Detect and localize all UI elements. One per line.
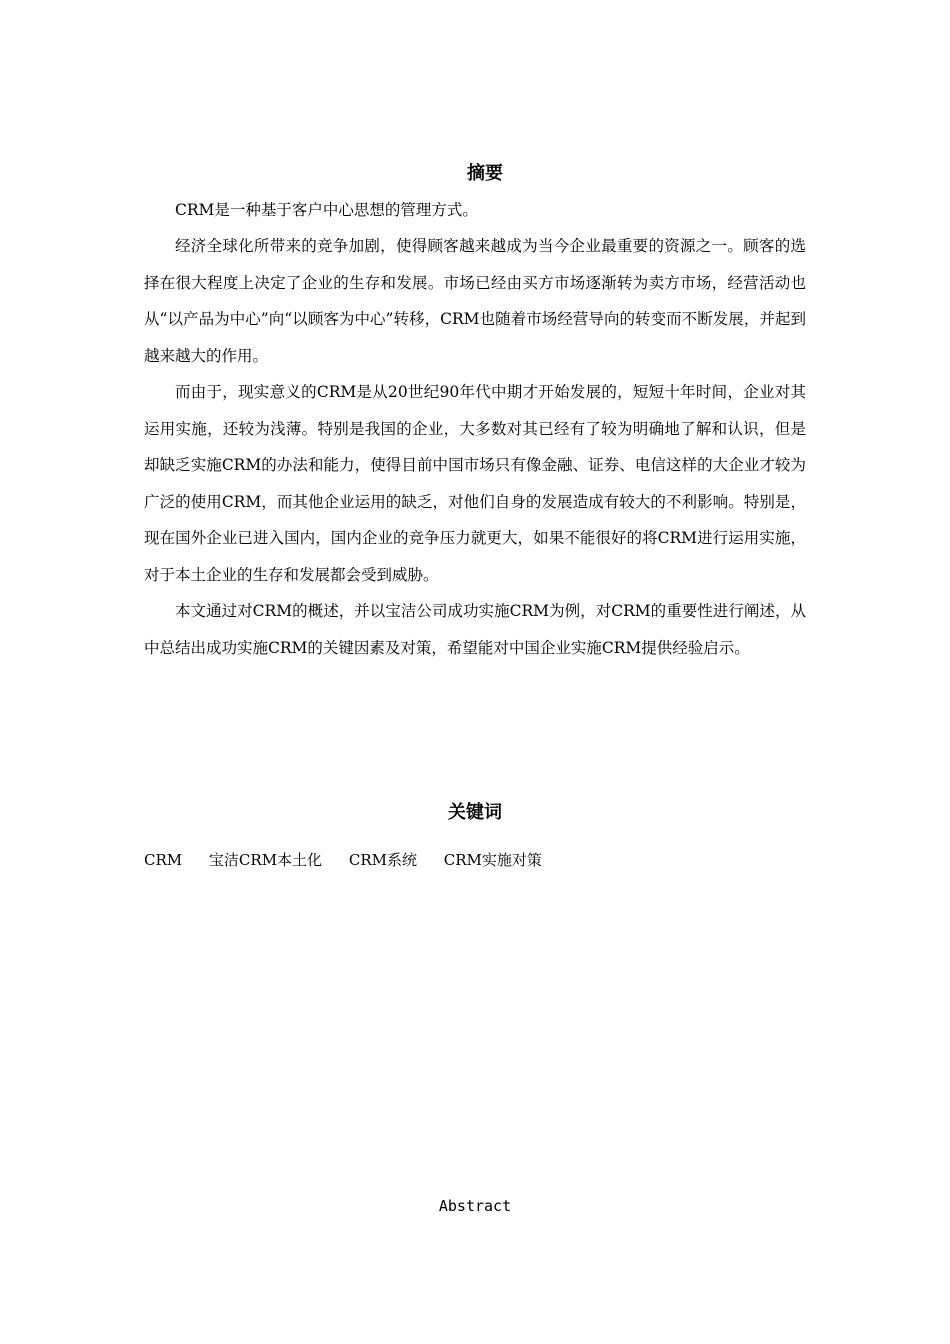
abstract-paragraph: 经济全球化所带来的竞争加剧，使得顾客越来越成为当今企业最重要的资源之一。顾客的选择在很大程度上决定了企业的生存和发展。市场已经由买方市场逐渐转为卖方市场，经营活动也从“以产品为中心”向“以顾客为中心”转移，CRM也随着市场经营导向的转变而不断发展，并起到越来越大的作用。	[144, 237, 806, 365]
keyword-item: 宝洁CRM本土化	[208, 851, 323, 869]
abstract-paragraph: CRM是一种基于客户中心思想的管理方式。	[175, 201, 478, 219]
abstract-title: 摘要	[467, 163, 503, 184]
keywords-list	[144, 848, 806, 872]
keyword-item: CRM系统	[348, 851, 417, 869]
english-abstract-title: Abstract	[438, 1197, 512, 1215]
abstract-body	[144, 196, 806, 666]
keyword-item: CRM实施对策	[443, 851, 542, 869]
keyword-item: CRM	[144, 851, 183, 869]
abstract-paragraph: 本文通过对CRM的概述，并以宝洁公司成功实施CRM为例，对CRM的重要性进行阐述，从中总结出成功实施CRM的关键因素及对策，希望能对中国企业实施CRM提供经验启示。	[144, 602, 806, 657]
keywords-title: 关键词	[448, 802, 502, 823]
abstract-paragraph: 而由于，现实意义的CRM是从20世纪90年代中期才开始发展的，短短十年时间，企业对其运用实施，还较为浅薄。特别是我国的企业，大多数对其已经有了较为明确地了解和认识，但是却缺乏实施CRM的办法和能力，使得目前中国市场只有像金融、证券、电信这样的大企业才较为广泛的使用CRM，而其他企业运用的缺乏，对他们自身的发展造成有较大的不利影响。特别是，现在国外企业已进入国内，国内企业的竞争压力就更大，如果不能很好的将CRM进行运用实施，对于本土企业的生存和发展都会受到威胁。	[144, 383, 806, 584]
